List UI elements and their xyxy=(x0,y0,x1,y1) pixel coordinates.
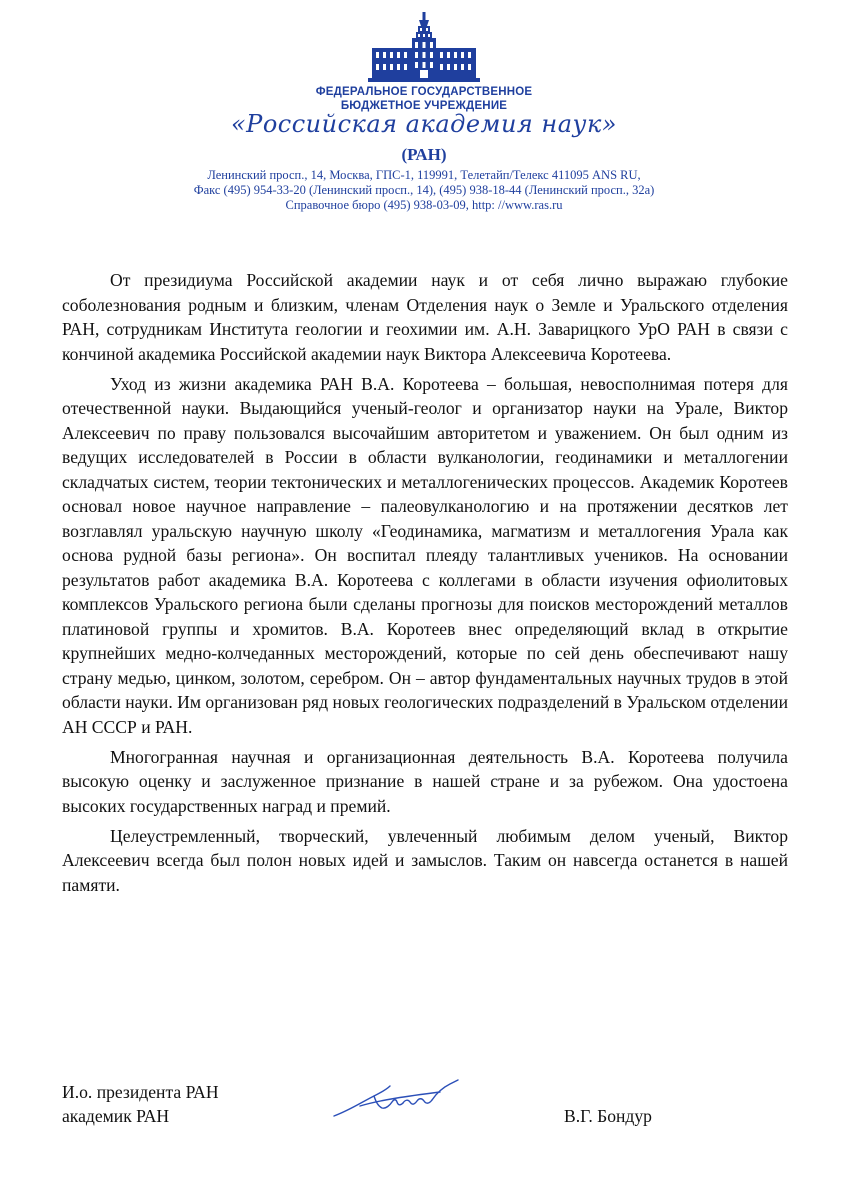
address-line1: Ленинский просп., 14, Москва, ГПС-1, 119991, Телетайп/Телекс 411095 ANS RU, xyxy=(207,168,641,182)
org-abbreviation: (РАН) xyxy=(401,145,447,164)
signatory-title-line1: И.о. президента РАН xyxy=(62,1082,219,1102)
org-name: «Российская академия наук» xyxy=(231,110,617,138)
letter-body xyxy=(62,268,788,903)
signatory-name: В.Г. Бондур xyxy=(564,1106,652,1126)
academy-building-icon xyxy=(368,12,480,84)
paragraph-3: Многогранная научная и организационная деятельность В.А. Коротеева получила высокую оценку и заслуженное признание в нашей стране и за рубежом. Она удостоена высоких государственных наград и премий. xyxy=(62,746,788,816)
handwritten-signature-icon xyxy=(330,1072,460,1122)
address-line3: Справочное бюро (495) 938-03-09, http: //www.ras.ru xyxy=(285,198,563,212)
paragraph-1: От президиума Российской академии наук и от себя лично выражаю глубокие соболезнования родным и близким, членам Отделения наук о Земле и Уральского отделения РАН, сотрудникам Института геологии и геохимии им. А.Н. Заварицкого УрО РАН в связи с кончиной академика Российской академии наук Виктора Алексеевича Коротеева. xyxy=(62,270,788,364)
paragraph-4: Целеустремленный, творческий, увлеченный любимым делом ученый, Виктор Алексеевич всегда был полон новых идей и замыслов. Таким он навсегда останется в нашей памяти. xyxy=(62,825,788,895)
paragraph-2: Уход из жизни академика РАН В.А. Коротеева – большая, невосполнимая потеря для отечественной науки. Выдающийся ученый-геолог и организатор науки на Урале, Виктор Алексеевич по праву пользовался высочайшим авторитетом и уважением. Он был одним из ведущих исследователей в России в области вулканологии, геодинамики и металлогении складчатых систем, теории тектонических и металлогенических процессов. Академик Коротеев основал новое научное направление – палеовулканологию и на протяжении десятков лет возглавлял уральскую научную школу «Геодинамика, магматизм и металлогения Урала как основа рудной базы региона». Он воспитал плеяду талантливых учеников. На основании результатов работ академика В.А. Коротеева с коллегами в области изучения офиолитовых комплексов Уральского региона были сделаны прогнозы для поисков месторождений металлов платиновой группы и хромитов. В.А. Коротеев внес определяющий вклад в открытие крупнейших медно-колчеданных месторождений, которые по сей день обеспечивают нашу страну медью, цинком, золотом, серебром. Он – автор фундаментальных научных трудов в этой области науки. Им организован ряд новых геологических подразделений в Уральском отделении АН СССР и РАН. xyxy=(62,373,788,737)
signatory-title-line2: академик РАН xyxy=(62,1106,170,1126)
org-type-line1: ФЕДЕРАЛЬНОЕ ГОСУДАРСТВЕННОЕ xyxy=(315,86,533,98)
org-type-line2: БЮДЖЕТНОЕ УЧРЕЖДЕНИЕ xyxy=(340,100,508,112)
address-line2: Факс (495) 954-33-20 (Ленинский просп., 14), (495) 938-18-44 (Ленинский просп., 32а) xyxy=(193,183,655,197)
